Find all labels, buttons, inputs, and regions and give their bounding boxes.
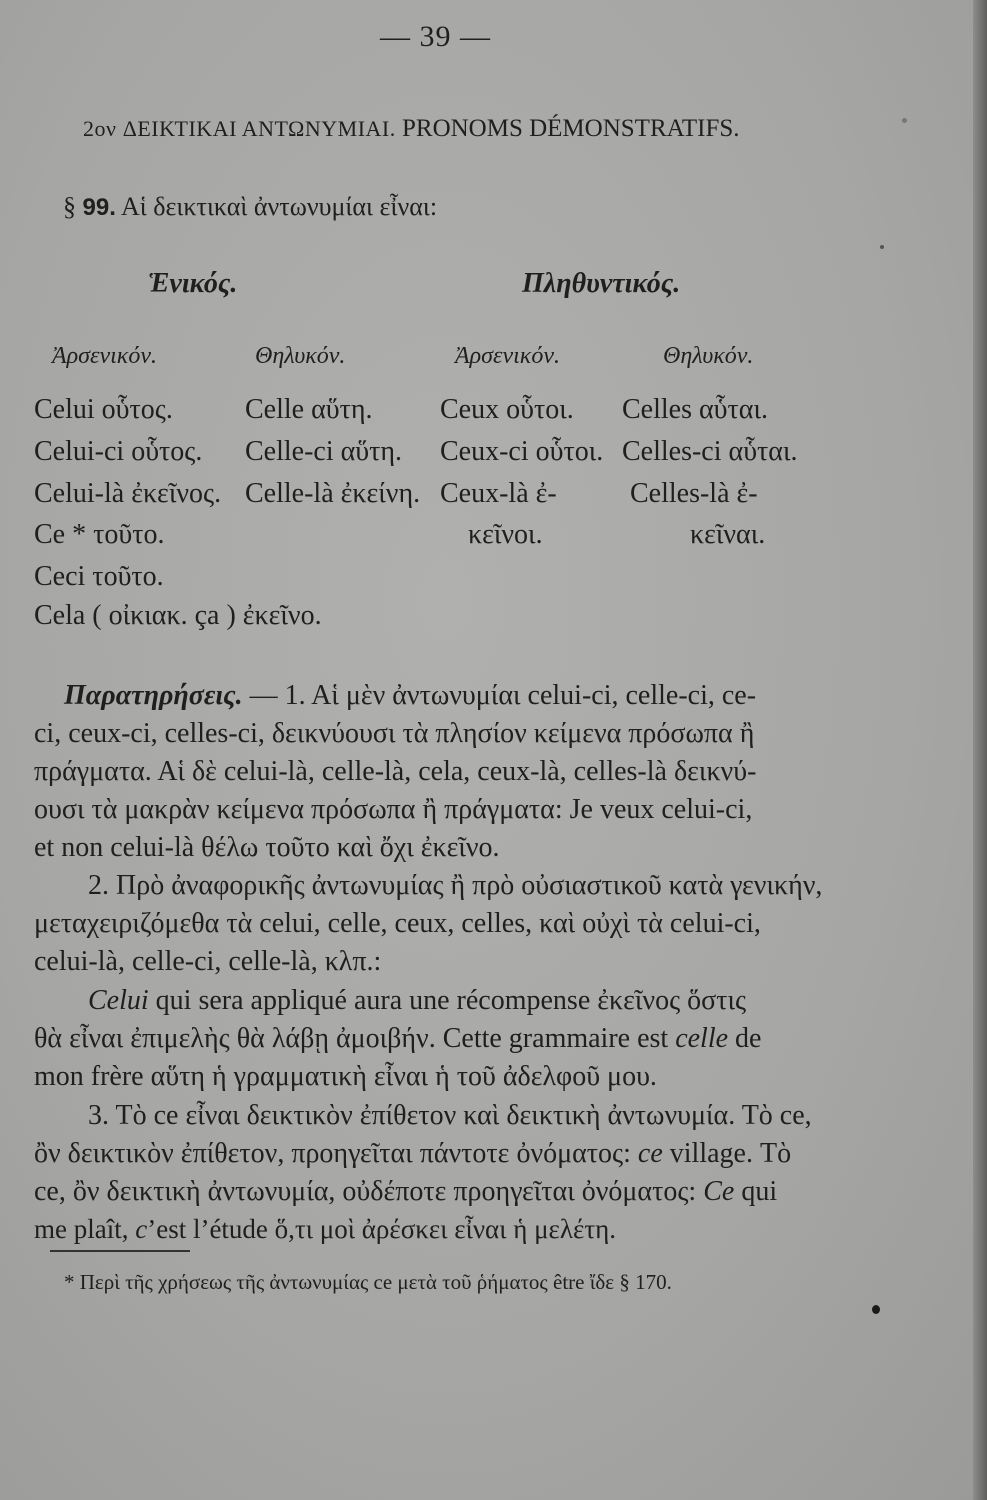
table-cell: Ceci τοῦτο.: [34, 561, 164, 592]
table-cell: Celles-ci αὗται.: [622, 436, 798, 467]
table-cell: κεῖνοι.: [468, 519, 543, 550]
remarks-line: mon frère αὕτη ἡ γραμματικὴ εἶναι ἡ τοῦ ἀδελφοῦ μου.: [34, 1061, 657, 1092]
remarks-line: ουσι τὰ μακρὰν κείμενα πρόσωπα ἢ πράγματα: Je veux celui-ci,: [34, 794, 753, 825]
table-cell: Ceux-ci οὗτοι.: [440, 436, 604, 467]
col-header-masc-sing: Ἀρσενικόν.: [52, 343, 157, 369]
table-cell: Ce * τοῦτο.: [34, 519, 165, 550]
section-text: Αἱ δεικτικαὶ ἀντωνυμίαι εἶναι:: [120, 192, 438, 221]
remarks-line: ὂν δεικτικὸν ἐπίθετον, προηγεῖται πάντοτε ὀνόματος: ce village. Τὸ: [34, 1138, 792, 1169]
chapter-heading: [83, 115, 740, 143]
example-word: Ce: [703, 1176, 735, 1207]
group-singular: Ἑνικός.: [148, 268, 238, 299]
remarks-line: πράγματα. Αἱ δὲ celui-là, celle-là, cela, ceux-là, celles-là δεικνύ-: [34, 756, 757, 787]
remarks-line: 2. Πρὸ ἀναφορικῆς ἀντωνυμίας ἢ πρὸ οὐσιαστικοῦ κατὰ γενικήν,: [88, 870, 823, 901]
heading-ordinal: 2ον: [83, 116, 117, 141]
heading-greek: ΔΕΙΚΤΙΚΑΙ ΑΝΤΩΝΥΜΙΑΙ.: [122, 116, 396, 141]
example-word: celle: [675, 1023, 729, 1054]
table-cell: Celle-ci αὕτη.: [245, 436, 403, 467]
table-cell: Celle-là ἐκείνη.: [245, 478, 421, 509]
table-cell: Cela ( οἰκιακ. ça ) ἐκεῖνο.: [34, 600, 322, 631]
table-cell: Celui-là ἐκεῖνος.: [34, 478, 222, 509]
example-word: c: [135, 1214, 148, 1244]
table-cell: Celui-ci οὗτος.: [34, 436, 203, 467]
table-cell: Celle αὕτη.: [245, 394, 373, 425]
group-plural: Πληθυντικός.: [522, 268, 681, 299]
remarks-line: me plaît, c’est l’étude ὅ,τι μοὶ ἀρέσκει εἶναι ἡ μελέτη.: [34, 1214, 617, 1244]
section-symbol: §: [63, 192, 76, 221]
page-number: — 39 —: [380, 20, 491, 53]
col-header-fem-plur: Θηλυκόν.: [663, 343, 754, 369]
remarks-line: Παρατηρήσεις. — 1. Αἱ μὲν ἀντωνυμίαι celui-ci, celle-ci, ce-: [64, 680, 757, 711]
ink-spot: [872, 1305, 880, 1314]
table-cell: κεῖναι.: [690, 519, 766, 550]
example-word: ce: [637, 1138, 663, 1169]
remarks-line: celui-là, celle-ci, celle-là, κλπ.:: [34, 946, 382, 977]
table-cell: Ceux-là ἐ-: [440, 478, 557, 509]
table-cell: Celles-là ἐ-: [630, 478, 758, 509]
table-cell: Celles αὗται.: [622, 394, 768, 425]
remarks-line: θὰ εἶναι ἐπιμελὴς θὰ λάβῃ ἀμοιβήν. Cette grammaire est celle de: [34, 1023, 762, 1054]
remarks-title: Παρατηρήσεις.: [64, 680, 243, 711]
ink-spot: [902, 118, 907, 123]
heading-french: PRONOMS DÉMONSTRATIFS.: [401, 115, 740, 142]
remarks-line: et non celui-là θέλω τοῦτο καὶ ὄχι ἐκεῖνο.: [34, 832, 500, 863]
ink-spot: [880, 245, 884, 249]
col-header-fem-sing: Θηλυκόν.: [255, 343, 346, 369]
footnote-rule: [50, 1250, 190, 1252]
footnote: * Περὶ τῆς χρήσεως τῆς ἀντωνυμίας ce μετὰ τοῦ ῥήματος être ἴδε § 170.: [64, 1270, 672, 1294]
table-cell: Celui οὗτος.: [34, 394, 173, 425]
remarks-line: ce, ὂν δεικτικὴ ἀντωνυμία, οὐδέποτε προηγεῖται ὀνόματος: Ce qui: [34, 1176, 778, 1207]
section-99: [63, 192, 437, 222]
page-edge: [973, 0, 987, 1500]
col-header-masc-plur: Ἀρσενικόν.: [455, 343, 560, 369]
example-word: Celui: [88, 985, 149, 1016]
section-number: 99.: [82, 194, 116, 221]
remarks-line: μεταχειριζόμεθα τὰ celui, celle, ceux, celles, καὶ οὐχὶ τὰ celui-ci,: [34, 908, 761, 939]
remarks-line: ci, ceux-ci, celles-ci, δεικνύουσι τὰ πλησίον κείμενα πρόσωπα ἢ: [34, 718, 755, 749]
remarks-line: 3. Τὸ ce εἶναι δεικτικὸν ἐπίθετον καὶ δεικτικὴ ἀντωνυμία. Τὸ ce,: [88, 1100, 812, 1131]
remarks-line: Celui qui sera appliqué aura une récompense ἐκεῖνος ὅστις: [88, 985, 747, 1016]
table-cell: Ceux οὗτοι.: [440, 394, 574, 425]
